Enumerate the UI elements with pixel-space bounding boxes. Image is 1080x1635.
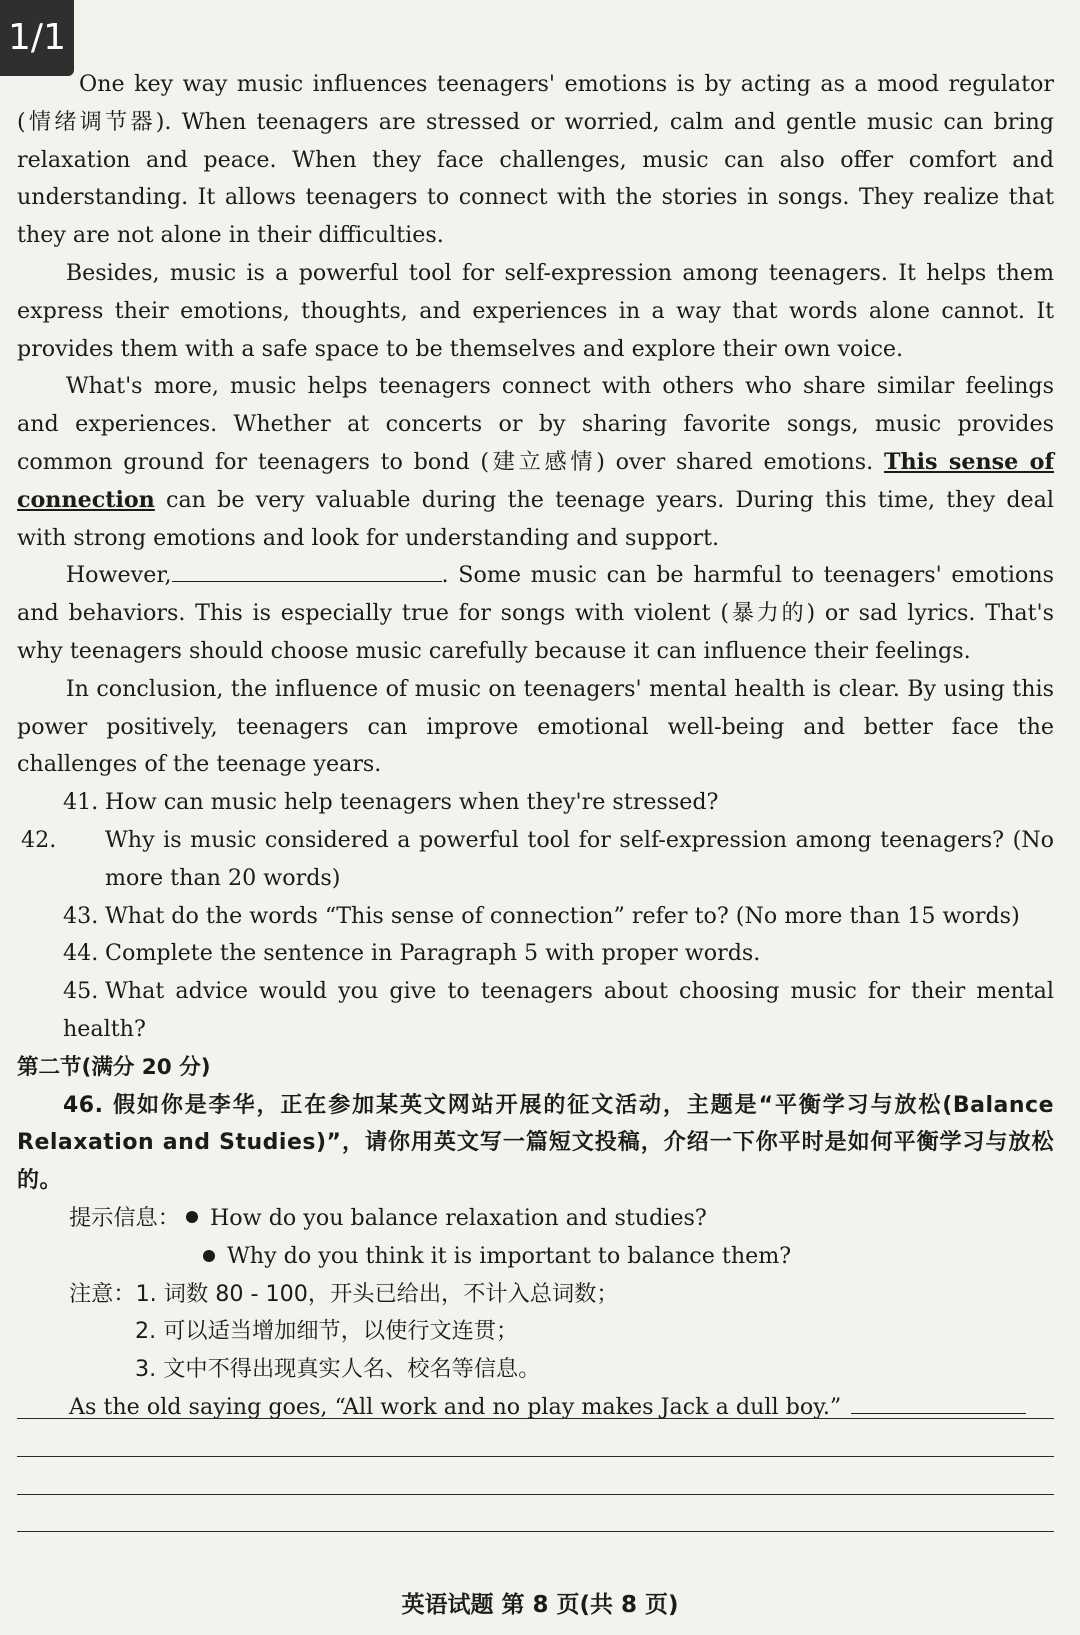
bullet-icon [203,1250,215,1262]
note-row-3: 3. 文中不得出现真实人名、校名等信息。 [135,1356,541,1383]
hint-row-2 [17,1238,1054,1276]
passage-paragraph-1: One key way music influences teenagers' emotions is by acting as a mood regulator (情绪调节器). When teenagers are stressed or worried, calm and gentle music can bring relaxation and peace. When they face challenges, music can also offer comfort and understanding. It allows teenagers to connect with the stories in songs. They realize that they are not alone in their difficulties. [17,71,1054,249]
exam-content [17,66,1054,1427]
question-text: What do the words “This sense of connection” refer to? (No more than 15 words) [105,902,1020,929]
question-number: 42. [21,826,57,853]
question-41 [17,784,1054,822]
question-43 [17,898,1054,936]
question-45 [17,973,1054,1049]
hint-text: Why do you think it is important to balance them? [227,1242,792,1269]
answer-line[interactable] [17,1418,1054,1419]
paragraph-4-text-after: . Some music can be harmful to teenagers' emotions and behaviors. This is especially true for songs with violent (暴力的) or sad lyrics. That's why teenagers should choose music carefully because it can influence their feelings. [17,562,1054,664]
question-number: 41. [63,789,99,816]
question-text: Complete the sentence in Paragraph 5 with proper words. [105,940,761,967]
essay-starter [17,1389,1054,1427]
writing-task-prompt: 46. 假如你是李华，正在参加某英文网站开展的征文活动，主题是“平衡学习与放松(Balance Relaxation and Studies)”，请你用英文写一篇短文投稿，介绍一下你平时是如何平衡学习与放松的。 [17,1092,1054,1194]
question-number: 45. [63,978,99,1005]
underlined-phrase: This sense of connection [17,448,1055,513]
answer-line-start[interactable] [851,1389,1026,1414]
passage-paragraph-4 [17,557,1054,670]
section-2-heading: 第二节(满分 20 分) [17,1054,211,1080]
paragraph-3-text-before: What's more, music helps teenagers connect with others who share similar feelings and experiences. Whether at concerts or by sharing favorite songs, music provides common ground for teenagers to bond (建立感情) over shared emotions. [17,373,1054,475]
answer-line[interactable] [17,1494,1054,1495]
question-text: What advice would you give to teenagers about choosing music for their mental health? [63,978,1054,1042]
question-44 [17,935,1054,973]
hint-row-1 [17,1200,1054,1238]
note-row-1 [17,1276,1054,1314]
fill-in-blank-line[interactable] [172,557,442,582]
question-text: Why is music considered a powerful tool for self-expression among teenagers? (No more than 20 words) [105,826,1054,891]
starter-text: As the old saying goes, “All work and no play makes Jack a dull boy.” [69,1393,842,1420]
page-indicator-badge: 1/1 [0,0,74,76]
passage-paragraph-5: In conclusion, the influence of music on teenagers' mental health is clear. By using this power positively, teenagers can improve emotional well-being and better face the challenges of the teenage years. [17,675,1054,778]
bullet-icon [186,1211,198,1223]
note-label: 注意： [69,1280,136,1307]
note-row-2: 2. 可以适当增加细节，以使行文连贯； [135,1318,519,1345]
question-text: How can music help teenagers when they're stressed? [105,789,719,816]
paragraph-3-text-after: can be very valuable during the teenage years. During this time, they deal with strong emotions and look for understanding and support. [17,486,1054,551]
answer-line[interactable] [17,1456,1054,1457]
passage-paragraph-3 [17,368,1054,557]
hint-label: 提示信息： [69,1204,180,1231]
hint-text: How do you balance relaxation and studies? [209,1204,707,1231]
question-42 [17,822,1054,898]
question-number: 44. [63,940,99,967]
paragraph-4-text-before: However, [65,562,172,589]
passage-paragraph-2: Besides, music is a powerful tool for self-expression among teenagers. It helps them express their emotions, thoughts, and experiences in a way that words alone cannot. It provides them with a safe space to be themselves and explore their own voice. [17,259,1054,362]
answer-line[interactable] [17,1531,1054,1532]
note-text: 1. 词数 80 - 100，开头已给出，不计入总词数； [135,1280,619,1307]
question-number: 43. [63,902,99,929]
page-footer: 英语试题 第 8 页(共 8 页) [401,1592,679,1618]
